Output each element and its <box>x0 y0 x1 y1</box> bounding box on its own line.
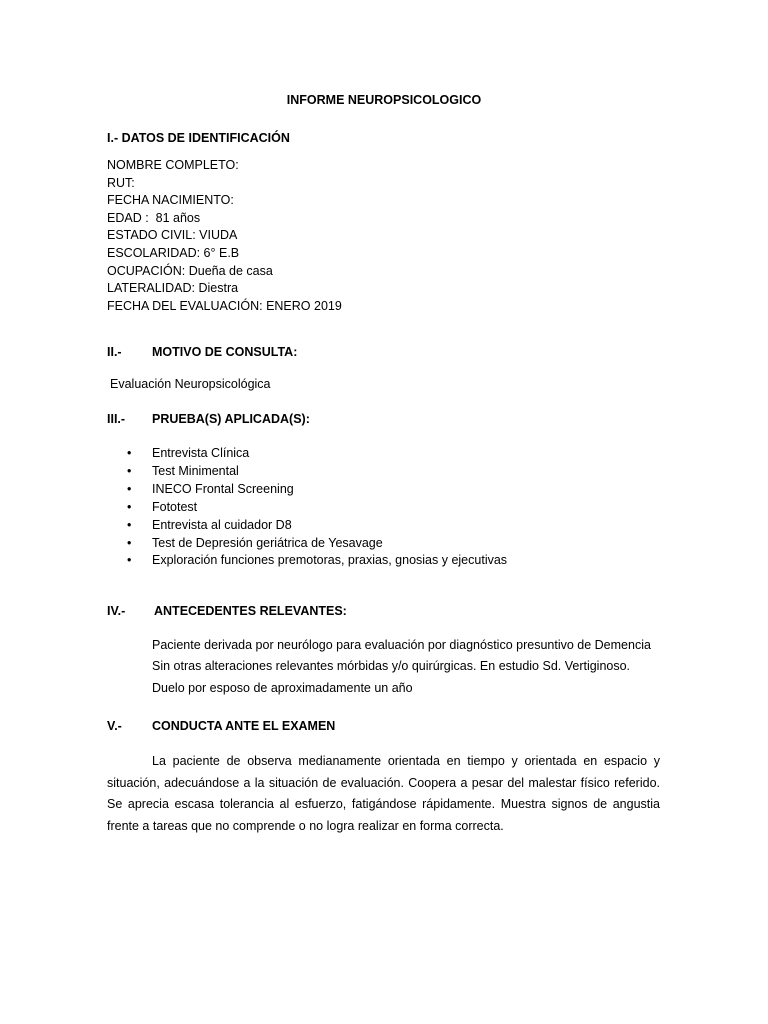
bullet-icon: • <box>127 517 132 532</box>
section-number: V.- <box>107 719 122 733</box>
section-motivo-heading <box>107 345 297 359</box>
tests-list <box>127 445 507 570</box>
list-item: • Fototest <box>127 499 507 517</box>
section-pruebas-heading <box>107 412 310 426</box>
document-title: INFORME NEUROPSICOLOGICO <box>286 93 482 107</box>
section-identificacion-heading: I.- DATOS DE IDENTIFICACIÓN <box>107 131 290 145</box>
bullet-icon: • <box>127 535 132 550</box>
section-number: III.- <box>107 412 126 426</box>
field-ocupacion: OCUPACIÓN: Dueña de casa <box>107 263 273 278</box>
section-conducta-heading <box>107 719 335 733</box>
field-fecha-evaluacion: FECHA DEL EVALUACIÓN: ENERO 2019 <box>107 298 342 313</box>
field-escolaridad: ESCOLARIDAD: 6° E.B <box>107 245 240 260</box>
field-estado-civil: ESTADO CIVIL: VIUDA <box>107 228 238 243</box>
list-item: • Entrevista Clínica <box>127 445 507 463</box>
list-item: • Exploración funciones premotoras, praxias, gnosias y ejecutivas <box>127 552 507 570</box>
bullet-icon: • <box>127 499 132 514</box>
section-title: MOTIVO DE CONSULTA: <box>152 345 298 359</box>
antecedentes-line: Sin otras alteraciones relevantes mórbidas y/o quirúrgicas. En estudio Sd. Vertiginoso. <box>152 659 631 674</box>
antecedentes-line: Paciente derivada por neurólogo para evaluación por diagnóstico presuntivo de Demencia <box>152 638 651 652</box>
bullet-icon: • <box>127 481 132 496</box>
list-item: • Test Minimental <box>127 463 507 481</box>
conducta-paragraph <box>107 751 660 837</box>
bullet-icon: • <box>127 463 132 478</box>
list-item: • INECO Frontal Screening <box>127 481 507 499</box>
section-antecedentes-heading <box>107 604 347 618</box>
field-lateralidad: LATERALIDAD: Diestra <box>107 281 239 296</box>
field-edad: EDAD : 81 años <box>107 210 201 225</box>
section-title: ANTECEDENTES RELEVANTES: <box>154 604 347 618</box>
antecedentes-text <box>152 635 651 699</box>
identificacion-fields <box>107 157 342 315</box>
field-fecha-nacimiento: FECHA NACIMIENTO: <box>107 193 234 208</box>
section-title: PRUEBA(S) APLICADA(S): <box>152 412 310 426</box>
conducta-text: La paciente de observa medianamente orientada en tiempo y orientada en espacio y situación, adecuándose a la situación de evaluación. Coopera a pesar del malestar físico referido. Se aprecia escasa tolerancia al esfuerzo, fatigándose rápidamente. Muestra signos de angustia frente a tareas que no comprende o no logra realizar en forma correcta. <box>107 754 660 833</box>
motivo-text: Evaluación Neuropsicológica <box>110 377 271 391</box>
bullet-icon: • <box>127 553 132 568</box>
section-number: II.- <box>107 345 122 359</box>
antecedentes-line: Duelo por esposo de aproximadamente un año <box>152 680 413 695</box>
list-item: • Test de Depresión geriátrica de Yesavage <box>127 535 507 553</box>
section-title: CONDUCTA ANTE EL EXAMEN <box>152 719 336 733</box>
bullet-icon: • <box>127 446 132 460</box>
field-rut: RUT: <box>107 175 135 190</box>
section-number: IV.- <box>107 604 126 618</box>
field-nombre: NOMBRE COMPLETO: <box>107 158 239 172</box>
list-item: • Entrevista al cuidador D8 <box>127 517 507 535</box>
